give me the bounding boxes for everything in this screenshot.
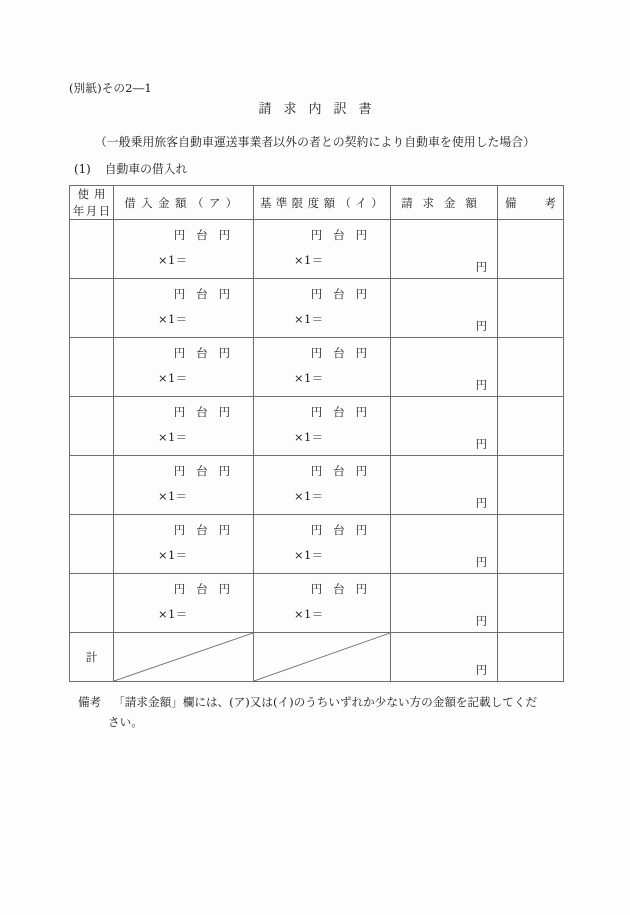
use-date-value <box>70 515 113 573</box>
remark-value <box>498 279 563 337</box>
total-claim-yen-mark: 円 <box>475 663 487 678</box>
cell-claim-amount[interactable] <box>391 574 498 633</box>
footnote-line2: さい。 <box>108 715 143 730</box>
claim-yen-mark: 円 <box>475 614 487 629</box>
cell-claim-amount[interactable] <box>391 338 498 397</box>
claim-yen-mark: 円 <box>475 437 487 452</box>
limit-units: 円台円 <box>310 287 378 302</box>
limit-units: 円台円 <box>310 228 378 243</box>
cell-standard-limit[interactable] <box>254 456 391 515</box>
diagonal-strike-icon <box>114 633 253 681</box>
limit-multiplier: ×1＝ <box>294 607 324 622</box>
cell-remark[interactable] <box>498 515 564 574</box>
use-date-value <box>70 574 113 632</box>
loan-multiplier: ×1＝ <box>158 312 188 327</box>
cell-use-date[interactable] <box>70 456 114 515</box>
limit-units: 円台円 <box>310 523 378 538</box>
cell-remark[interactable] <box>498 220 564 279</box>
cell-loan-amount[interactable] <box>114 574 254 633</box>
claim-yen-mark: 円 <box>475 555 487 570</box>
limit-units: 円台円 <box>310 405 378 420</box>
use-date-value <box>70 279 113 337</box>
column-header-remark <box>498 186 564 220</box>
cell-standard-limit[interactable] <box>254 515 391 574</box>
claim-yen-mark: 円 <box>475 496 487 511</box>
document-code-label: (別紙)その2―1 <box>69 81 152 95</box>
table-body <box>70 220 564 682</box>
total-claim-amount-cell[interactable] <box>391 633 498 682</box>
table-row <box>70 338 564 397</box>
total-limit-struck-cell <box>254 633 391 682</box>
loan-multiplier: ×1＝ <box>158 371 188 386</box>
use-date-line2: 年月日 <box>72 203 112 218</box>
use-date-line1: 使用 <box>77 187 111 201</box>
cell-standard-limit[interactable] <box>254 220 391 279</box>
cell-use-date[interactable] <box>70 574 114 633</box>
table-total-row <box>70 633 564 682</box>
cell-use-date[interactable] <box>70 220 114 279</box>
use-date-value <box>70 397 113 455</box>
total-loan-struck-cell <box>114 633 254 682</box>
cell-loan-amount[interactable] <box>114 397 254 456</box>
loan-multiplier: ×1＝ <box>158 607 188 622</box>
cell-standard-limit[interactable] <box>254 397 391 456</box>
cell-standard-limit[interactable] <box>254 574 391 633</box>
remark-label-left: 備 <box>505 195 517 210</box>
remark-value <box>498 574 563 632</box>
standard-limit-label: 基準限度額（イ） <box>260 195 388 210</box>
table-row <box>70 456 564 515</box>
footnote-label: 備考 <box>78 695 102 709</box>
loan-amount-label: 借入金額（ア） <box>124 195 243 210</box>
section-title: 自動車の借入れ <box>104 162 188 176</box>
diagonal-strike-icon <box>254 633 390 681</box>
remark-value <box>498 220 563 278</box>
table-row <box>70 574 564 633</box>
section-number: (1) <box>74 162 91 176</box>
cell-loan-amount[interactable] <box>114 279 254 338</box>
loan-units: 円台円 <box>173 464 241 479</box>
loan-units: 円台円 <box>173 523 241 538</box>
claim-yen-mark: 円 <box>475 378 487 393</box>
claim-breakdown-table <box>69 185 564 682</box>
cell-claim-amount[interactable] <box>391 397 498 456</box>
limit-multiplier: ×1＝ <box>294 371 324 386</box>
loan-units: 円台円 <box>173 582 241 597</box>
cell-loan-amount[interactable] <box>114 456 254 515</box>
page-title: 請求内訳書 <box>258 102 384 117</box>
loan-units: 円台円 <box>173 346 241 361</box>
cell-loan-amount[interactable] <box>114 515 254 574</box>
table-row <box>70 515 564 574</box>
use-date-value <box>70 338 113 396</box>
cell-remark[interactable] <box>498 574 564 633</box>
section-heading <box>74 160 187 177</box>
remark-value <box>498 456 563 514</box>
limit-units: 円台円 <box>310 464 378 479</box>
cell-standard-limit[interactable] <box>254 338 391 397</box>
claim-yen-mark: 円 <box>475 319 487 334</box>
cell-use-date[interactable] <box>70 338 114 397</box>
remark-value <box>498 397 563 455</box>
column-header-standard-limit <box>254 186 391 220</box>
limit-units: 円台円 <box>310 582 378 597</box>
total-remark-value <box>498 633 563 681</box>
remark-label-right: 考 <box>544 195 556 210</box>
limit-units: 円台円 <box>310 346 378 361</box>
loan-multiplier: ×1＝ <box>158 253 188 268</box>
cell-use-date[interactable] <box>70 397 114 456</box>
claim-yen-mark: 円 <box>475 260 487 275</box>
loan-units: 円台円 <box>173 405 241 420</box>
table-header-row <box>70 186 564 220</box>
cell-remark[interactable] <box>498 338 564 397</box>
loan-units: 円台円 <box>173 287 241 302</box>
cell-claim-amount[interactable] <box>391 220 498 279</box>
remark-value <box>498 515 563 573</box>
use-date-value <box>70 456 113 514</box>
cell-claim-amount[interactable] <box>391 279 498 338</box>
cell-loan-amount[interactable] <box>114 338 254 397</box>
total-remark-cell[interactable] <box>498 633 564 682</box>
loan-multiplier: ×1＝ <box>158 430 188 445</box>
column-header-loan-amount <box>114 186 254 220</box>
limit-multiplier: ×1＝ <box>294 489 324 504</box>
loan-multiplier: ×1＝ <box>158 489 188 504</box>
column-header-use-date <box>70 186 114 220</box>
claim-amount-label: 請求金額 <box>401 195 487 210</box>
footnote <box>78 692 564 733</box>
total-label-cell: 計 <box>70 633 114 682</box>
cell-claim-amount[interactable] <box>391 456 498 515</box>
cell-remark[interactable] <box>498 279 564 338</box>
loan-multiplier: ×1＝ <box>158 548 188 563</box>
footnote-line1: 「請求金額」欄には、(ア)又は(イ)のうちいずれか少ない方の金額を記載してくだ <box>113 695 538 709</box>
cell-use-date[interactable] <box>70 279 114 338</box>
column-header-claim-amount <box>391 186 498 220</box>
cell-standard-limit[interactable] <box>254 279 391 338</box>
loan-units: 円台円 <box>173 228 241 243</box>
cell-remark[interactable] <box>498 456 564 515</box>
limit-multiplier: ×1＝ <box>294 548 324 563</box>
table-row <box>70 397 564 456</box>
remark-value <box>498 338 563 396</box>
limit-multiplier: ×1＝ <box>294 253 324 268</box>
limit-multiplier: ×1＝ <box>294 312 324 327</box>
table-row <box>70 279 564 338</box>
limit-multiplier: ×1＝ <box>294 430 324 445</box>
cell-claim-amount[interactable] <box>391 515 498 574</box>
use-date-value <box>70 220 113 278</box>
cell-use-date[interactable] <box>70 515 114 574</box>
cell-loan-amount[interactable] <box>114 220 254 279</box>
document-subtitle: （一般乗用旅客自動車運送事業者以外の者との契約により自動車を使用した場合） <box>94 135 536 149</box>
cell-remark[interactable] <box>498 397 564 456</box>
table-row <box>70 220 564 279</box>
